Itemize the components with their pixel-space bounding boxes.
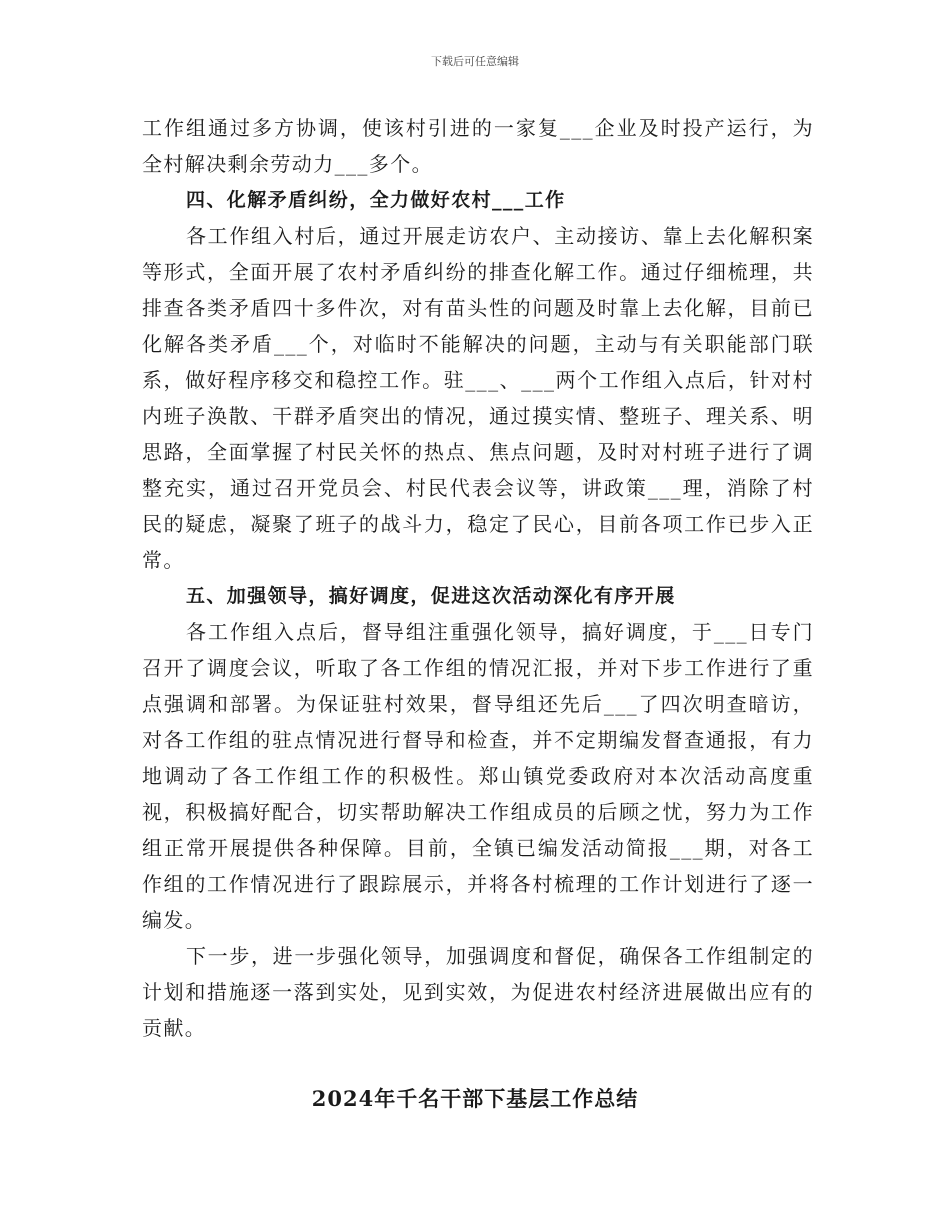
paragraph-3: 各工作组入点后，督导组注重强化领导，搞好调度，于___日专门召开了调度会议，听取了各工作组的情况汇报，并对下步工作进行了重点强调和部署。为保证驻村效果，督导组还先后___了四次明查暗访，对各工作组的驻点情况进行督导和检查，并不定期编发督查通报，有力地调动了各工作组工作的积极性。郑山镇党委政府对本次活动高度重视，积极搞好配合，切实帮助解决工作组成员的后顾之忧，努力为工作组正常开展提供各种保障。目前，全镇已编发活动简报___期，对各工作组的工作情况进行了跟踪展示，并将各村梳理的工作计划进行了逐一编发。 (142, 620, 814, 932)
paragraph-2: 各工作组入村后，通过开展走访农户、主动接访、靠上去化解积案等形式，全面开展了农村矛盾纠纷的排查化解工作。通过仔细梳理，共排查各类矛盾四十多件次，对有苗头性的问题及时靠上去化解，目前已化解各类矛盾___个，对临时不能解决的问题，主动与有关职能部门联系，做好程序移交和稳控工作。驻___、___两个工作组入点后，针对村内班子涣散、干群矛盾突出的情况，通过摸实情、整班子、理关系、明思路，全面掌握了村民关怀的热点、焦点问题，及时对村班子进行了调整充实，通过召开党员会、村民代表会议等，讲政策___理，消除了村民的疑虑，凝聚了班子的战斗力，稳定了民心，目前各项工作已步入正常。 (142, 224, 814, 572)
document-title: 2024年千名干部下基层工作总结 (311, 1086, 639, 1111)
paragraph-4: 下一步，进一步强化领导，加强调度和督促，确保各工作组制定的计划和措施逐一落到实处，见到实效，为促进农村经济进展做出应有的贡献。 (142, 944, 814, 1040)
page-header-note: 下载后可任意编辑 (431, 55, 519, 68)
section-heading-5: 五、加强领导，搞好调度，促进这次活动深化有序开展 (186, 585, 676, 607)
paragraph-1: 工作组通过多方协调，使该村引进的一家复___企业及时投产运行，为全村解决剩余劳动力___多个。 (142, 116, 814, 176)
document-body (142, 110, 814, 1046)
section-heading-4: 四、化解矛盾纠纷，全力做好农村___工作 (186, 189, 566, 211)
